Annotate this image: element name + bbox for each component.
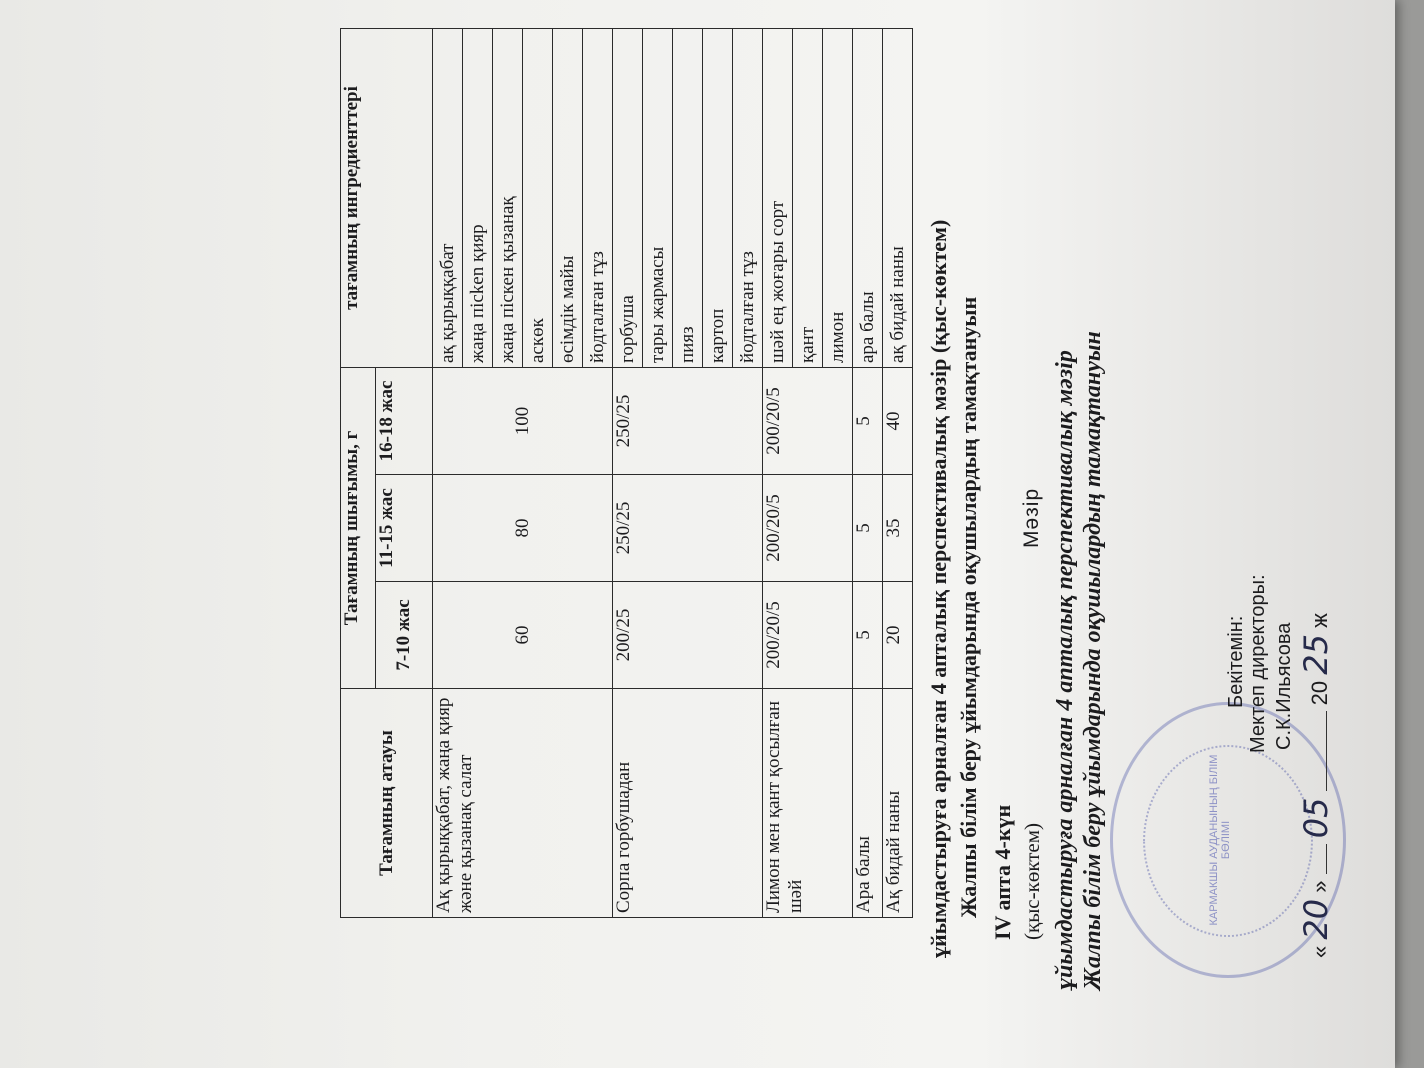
header-age-16-18: 16-18 жас [376,368,433,475]
row-yield-3: 100 [433,368,613,475]
header-dish-name: Тағамның атауы [341,689,433,918]
row-yield-1: 200/20/5 [763,582,853,689]
ingredient: жаңа піскен қызанақ [493,29,523,367]
row-dish-name: Ақ бидай наны [883,689,913,918]
table-row [613,29,763,918]
date-year: 25 [1297,633,1335,675]
ingredient: горбуша [613,29,643,367]
menu-heading: Мәзір [1020,487,1043,548]
row-yield-2: 35 [883,475,913,582]
row-yield-2: 5 [853,475,883,582]
row-yield-3: 40 [883,368,913,475]
header-age-11-15: 11-15 жас [376,475,433,582]
table-row [883,29,913,918]
approval-block [1225,558,1345,958]
stamp-text: КАРМАКШЫ АУДАНЫНЫҢ БІЛІМ БӨЛІМІ [1208,754,1232,926]
row-dish-name: Лимон мен қант қосылған шәй [763,689,853,918]
table-header-row [341,29,376,918]
row-yield-3: 5 [853,368,883,475]
row-ingredients [433,29,613,368]
ingredient: аскөк [523,29,553,367]
ingredient: шәй ең жоғары сорт [763,29,793,367]
header-ingredients: тағамның ингредиенттері [341,29,433,368]
week-day-label: IV апта 4-күн [990,804,1015,940]
row-yield-1: 20 [883,582,913,689]
table-row [763,29,853,918]
date-open-quote: « [1307,945,1332,958]
title-line-2: ұйымдастыруға арналған 4 апталық перспективалық мәзір [1052,350,1078,990]
row-yield-2: 200/20/5 [763,475,853,582]
menu-table [340,28,913,918]
ingredient: өсімдік майы [553,29,583,367]
season-label: (қыс-көктем) [1020,822,1044,940]
row-ingredients [853,29,883,368]
ingredient: ара балы [857,291,878,363]
date-close-quote: » [1307,880,1332,893]
row-dish-name: Сорпа горбушадан [613,689,763,918]
ingredient: картоп [703,29,733,367]
ingredient: ақ қырыққабат [433,29,463,367]
row-yield-2: 80 [433,475,613,582]
ingredient: лимон [827,311,848,363]
table-row [433,29,613,918]
ingredient: жаңа пісken қияр [463,29,493,367]
ingredient: қант [793,29,823,367]
row-ingredients [763,29,853,368]
subtitle-line-2: ұйымдастыруға арналған 4 апталық перспективалық мәзір (қыс-көктем) [926,219,951,958]
row-yield-1: 60 [433,582,613,689]
ingredient: йодталған тұз [587,251,608,363]
ingredient: ақ бидай наны [887,246,908,363]
ingredient: тары жармасы [643,29,673,367]
subtitle-line-1: Жалпы білім беру ұйымдарында оқушылардың тамақтануын [956,296,981,918]
row-ingredients [883,29,913,368]
row-dish-name: Ара балы [853,689,883,918]
row-dish-name: Ақ қырыққабат, жаңа қияр және қызанақ салат [433,689,613,918]
table-row [853,29,883,918]
date-month: 05 [1297,797,1335,839]
header-yield: Тағамның шығымы, г [341,368,376,689]
approval-date [1297,613,1335,958]
date-day: 20 [1297,898,1335,940]
director-title: Мектеп директоры: [1247,574,1269,753]
approve-label: Бекітемін: [1225,615,1247,708]
title-line-1: Жалпы білім беру ұйымдарында оқушылардың тамақтануын [1080,331,1106,990]
row-yield-3: 200/20/5 [763,368,853,475]
row-yield-2: 250/25 [613,475,763,582]
row-yield-1: 5 [853,582,883,689]
date-suffix: ж [1307,613,1332,628]
header-age-7-10: 7-10 жас [376,582,433,689]
row-ingredients [613,29,763,368]
row-yield-1: 200/25 [613,582,763,689]
director-name: С.К.Ильясова [1273,622,1295,750]
ingredient: йодталған тұз [737,251,758,363]
ingredient: пияз [673,29,703,367]
row-yield-3: 250/25 [613,368,763,475]
date-year-prefix: 20 [1307,680,1332,706]
